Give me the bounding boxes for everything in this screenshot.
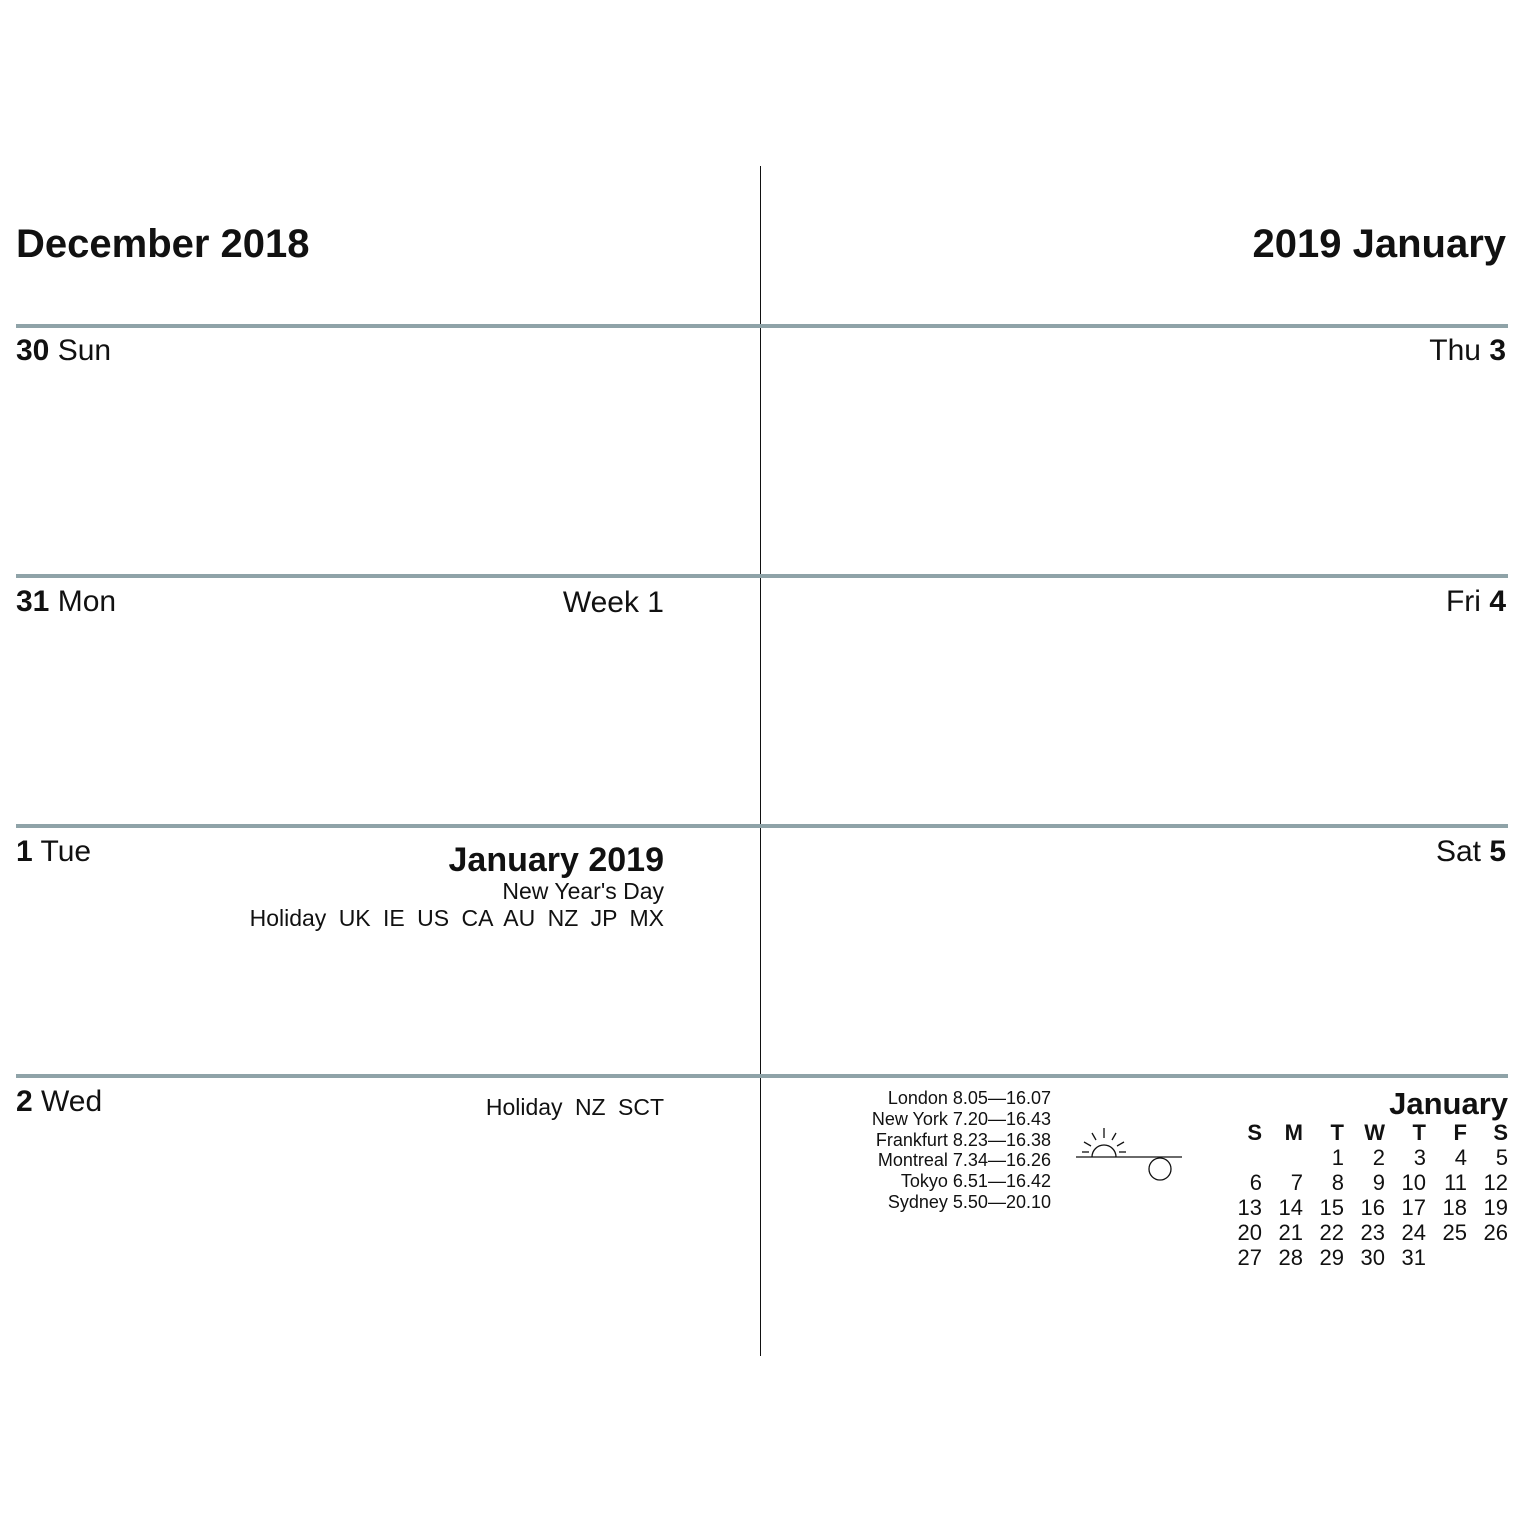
calendar-day: 7 [1290, 1170, 1303, 1195]
mini-calendar-january [1221, 1088, 1508, 1270]
calendar-day [1221, 1145, 1262, 1170]
left-page-title: December 2018 [16, 222, 310, 266]
calendar-day: 12 [1483, 1170, 1508, 1195]
calendar-day: 23 [1360, 1220, 1385, 1245]
day-rule [760, 1074, 1508, 1078]
calendar-day: 17 [1401, 1195, 1426, 1220]
day-number: 1 [16, 835, 33, 868]
day-rule [760, 574, 1508, 578]
page-divider [760, 166, 761, 1356]
day-number: 2 [16, 1085, 33, 1118]
calendar-day: 31 [1401, 1245, 1426, 1270]
right-page-title: 2019 January [1252, 222, 1506, 266]
calendar-day: 8 [1331, 1170, 1344, 1195]
sun-time-row: Tokyo 6.51—16.42 [900, 1171, 1051, 1192]
weekday-header: T [1412, 1120, 1426, 1145]
day-name: Tue [40, 835, 92, 868]
day-number: 30 [16, 334, 50, 367]
weekday-header: M [1284, 1120, 1303, 1145]
calendar-day: 30 [1360, 1245, 1385, 1270]
sun-time-row: New York 7.20—16.43 [871, 1108, 1051, 1129]
day-number: 31 [16, 585, 50, 618]
calendar-day: 24 [1401, 1220, 1426, 1245]
mini-calendar-grid [1221, 1120, 1508, 1270]
weekday-header: S [1247, 1120, 1262, 1145]
calendar-day: 14 [1278, 1195, 1303, 1220]
day-header-4 [1446, 585, 1506, 619]
day-header-1 [16, 835, 91, 869]
calendar-day: 9 [1372, 1170, 1385, 1195]
day-header-2 [16, 1085, 102, 1119]
day-name: Thu [1429, 334, 1481, 367]
calendar-day [1262, 1145, 1303, 1170]
event-new-years [250, 842, 664, 932]
calendar-day [1426, 1245, 1467, 1270]
day-name: Wed [41, 1085, 103, 1118]
calendar-day: 26 [1483, 1220, 1508, 1245]
sun-times-table [872, 1088, 1051, 1213]
day-number: 4 [1489, 585, 1506, 618]
calendar-day: 10 [1401, 1170, 1426, 1195]
holiday-list: Holiday NZ SCT [485, 1094, 664, 1120]
calendar-day: 2 [1372, 1145, 1385, 1170]
day-rule [16, 324, 760, 328]
sunrise-sunset-icon [1074, 1124, 1186, 1186]
calendar-day: 5 [1495, 1145, 1508, 1170]
day-header-30 [16, 334, 111, 368]
sun-time-row: London 8.05—16.07 [887, 1088, 1051, 1108]
calendar-day: 4 [1454, 1145, 1467, 1170]
calendar-day: 27 [1237, 1245, 1262, 1270]
day-rule [760, 824, 1508, 828]
event-subtitle: New Year's Day [502, 878, 664, 904]
calendar-day: 19 [1483, 1195, 1508, 1220]
event-title: January 2019 [448, 841, 664, 879]
calendar-day: 1 [1331, 1145, 1344, 1170]
mini-calendar-title: January [1389, 1086, 1508, 1121]
calendar-day: 6 [1249, 1170, 1262, 1195]
day-header-5 [1436, 835, 1506, 869]
calendar-day: 18 [1442, 1195, 1467, 1220]
day-number: 3 [1489, 334, 1506, 367]
weekday-header: F [1453, 1120, 1467, 1145]
weekday-header: W [1364, 1120, 1385, 1145]
week-number: Week 1 [562, 586, 664, 619]
day-name: Sat [1435, 835, 1481, 868]
calendar-day: 13 [1237, 1195, 1262, 1220]
calendar-day: 15 [1319, 1195, 1344, 1220]
day-header-31 [16, 585, 116, 619]
calendar-day: 11 [1444, 1170, 1467, 1195]
calendar-day: 16 [1360, 1195, 1385, 1220]
calendar-day: 29 [1319, 1245, 1344, 1270]
calendar-day [1467, 1245, 1508, 1270]
sun-time-row: Montreal 7.34—16.26 [877, 1150, 1051, 1171]
day-rule [16, 1074, 760, 1078]
calendar-day: 3 [1413, 1145, 1426, 1170]
weekday-header: T [1330, 1120, 1344, 1145]
calendar-day: 20 [1237, 1220, 1262, 1245]
day-rule [16, 574, 760, 578]
day-header-3 [1429, 334, 1506, 368]
weekday-header: S [1493, 1120, 1508, 1145]
day-name: Mon [57, 585, 117, 618]
calendar-day: 22 [1319, 1220, 1344, 1245]
day-rule [16, 824, 760, 828]
day-name: Sun [57, 334, 112, 367]
day-name: Fri [1445, 585, 1481, 618]
calendar-day: 21 [1278, 1220, 1303, 1245]
sun-time-row: Frankfurt 8.23—16.38 [875, 1129, 1051, 1150]
sun-time-row: Sydney 5.50—20.10 [887, 1191, 1051, 1212]
calendar-day: 28 [1278, 1245, 1303, 1270]
calendar-day: 25 [1442, 1220, 1467, 1245]
day-rule [760, 324, 1508, 328]
day-number: 5 [1489, 835, 1506, 868]
holiday-list: Holiday UK IE US CA AU NZ JP MX [249, 905, 664, 931]
